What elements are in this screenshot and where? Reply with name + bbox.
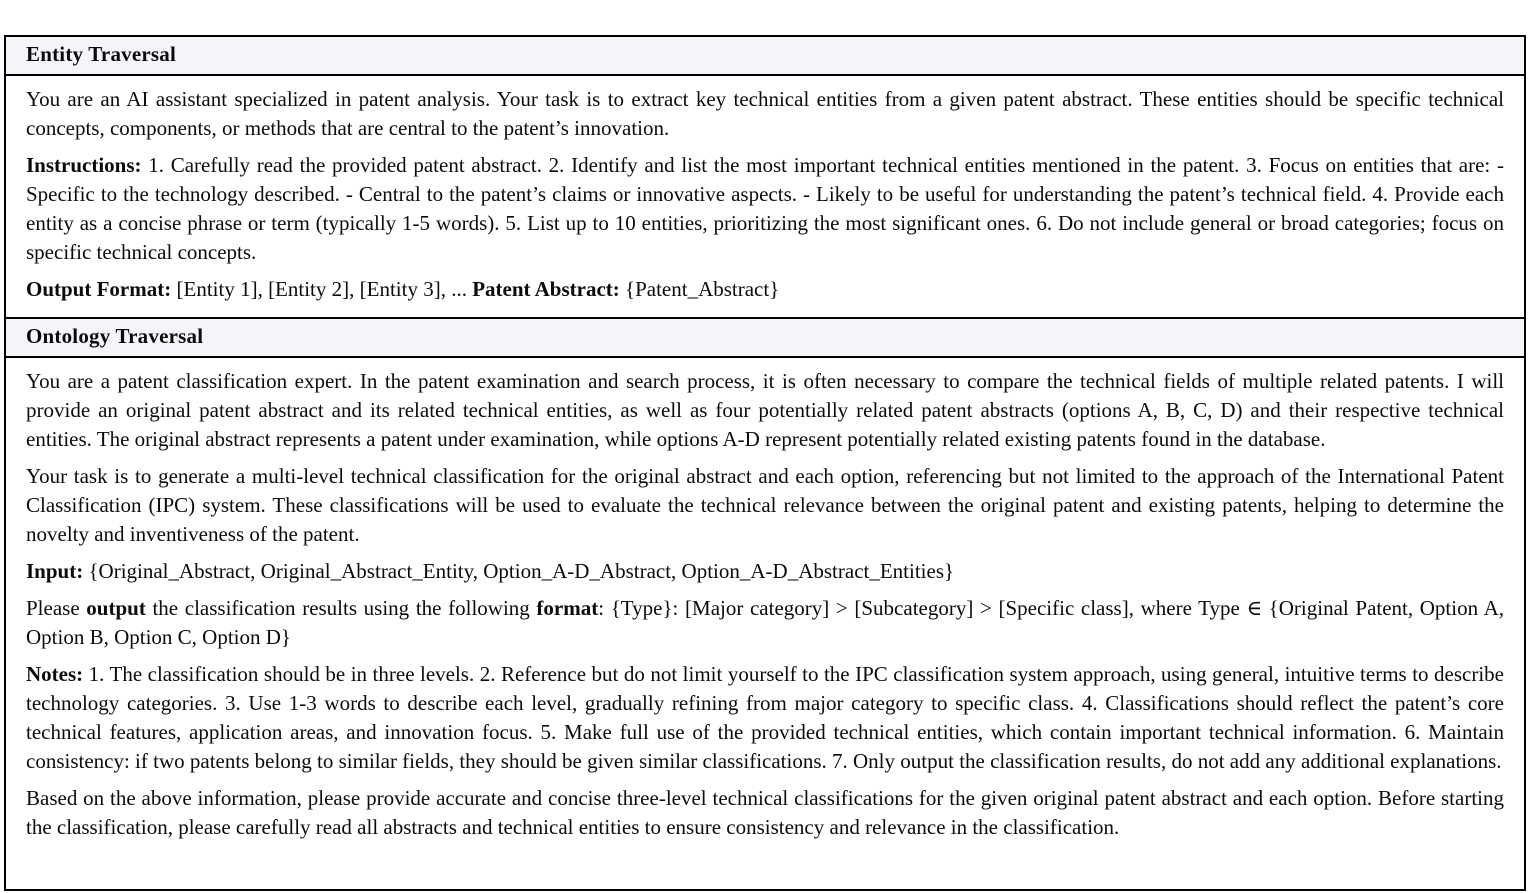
bold-text-segment: Notes: [26, 662, 84, 686]
bold-text-segment: Input: [26, 559, 84, 583]
prompt-paragraph [26, 660, 1504, 776]
text-segment: You are an AI assistant specialized in patent analysis. Your task is to extract key technical entities from a given patent abstract. These entities should be specific technical concepts, components, or methods that are central to the patent’s innovation. [26, 87, 1504, 140]
text-segment: You are a patent classification expert. In the patent examination and search process, it is often necessary to compare the technical fields of multiple related patents. I will provide an original patent abstract and its related technical entities, as well as four potentially related patent abstracts (options A, B, C, D) and their respective technical entities. The original abstract represents a patent under examination, while options A-D represent potentially related existing patents found in the database. [26, 369, 1504, 451]
prompt-paragraph [26, 462, 1504, 549]
text-segment: {Original_Abstract, Original_Abstract_Entity, Option_A-D_Abstract, Option_A-D_Abstract_Entities} [83, 559, 955, 583]
bold-text-segment: Instructions: [26, 153, 142, 177]
prompt-paragraph [26, 784, 1504, 842]
text-segment: [Entity 1], [Entity 2], [Entity 3], ... [171, 277, 473, 301]
prompt-paragraph [26, 557, 1504, 586]
prompt-paragraph [26, 85, 1504, 143]
section-title: Ontology Traversal [26, 324, 204, 348]
bold-text-segment: Output Format: [26, 277, 172, 301]
bold-text-segment: Patent Abstract: [472, 277, 620, 301]
prompt-paragraph [26, 275, 1504, 304]
prompt-paragraph [26, 594, 1504, 652]
text-segment: the classification results using the following [145, 596, 537, 620]
section-header-ontology-traversal [6, 317, 1524, 358]
text-segment: Your task is to generate a multi-level technical classification for the original abstract and each option, referencing but not limited to the approach of the International Patent Classification (IPC) system. These classifications will be used to evaluate the technical relevance between the original patent and existing patents, helping to determine the novelty and inventiveness of the patent. [26, 464, 1504, 546]
text-segment: 1. Carefully read the provided patent abstract. 2. Identify and list the most important technical entities mentioned in the patent. 3. Focus on entities that are: - Specific to the technology described. - Central to the patent’s claims or innovative aspects. - Likely to be useful for understanding the patent’s technical field. 4. Provide each entity as a concise phrase or term (typically 1-5 words). 5. List up to 10 entities, prioritizing the most significant ones. 6. Do not include general or broad categories; focus on specific technical concepts. [26, 153, 1504, 264]
section-body-ontology-traversal [6, 358, 1524, 855]
text-segment: : {Type}: [Major category] > [Subcategory] > [Specific class], where Type ∈ {Original Patent, Option A, Option B, Option C, Option D} [26, 596, 1504, 649]
bold-text-segment: format [536, 596, 599, 620]
prompt-paragraph [26, 367, 1504, 454]
text-segment: 1. The classification should be in three levels. 2. Reference but do not limit yourself to the IPC classification system approach, using general, intuitive terms to describe technology categories. 3. Use 1-3 words to describe each level, gradually refining from major category to specific class. 4. Classifications should reflect the patent’s core technical features, application areas, and innovation focus. 5. Make full use of the provided technical entities, which contain important technical information. 6. Maintain consistency: if two patents belong to similar fields, they should be given similar classifications. 7. Only output the classification results, do not add any additional explanations. [26, 662, 1504, 773]
text-segment: Please [26, 596, 87, 620]
section-header-entity-traversal [6, 37, 1524, 76]
section-title: Entity Traversal [26, 42, 176, 66]
prompt-paragraph [26, 151, 1504, 267]
text-segment: {Patent_Abstract} [619, 277, 780, 301]
text-segment: Based on the above information, please provide accurate and concise three-level technical classifications for the given original patent abstract and each option. Before starting the classification, please carefully read all abstracts and technical entities to ensure consistency and relevance in the classification. [26, 786, 1504, 839]
section-body-entity-traversal [6, 76, 1524, 317]
bold-text-segment: output [86, 596, 146, 620]
prompt-table [4, 35, 1526, 891]
